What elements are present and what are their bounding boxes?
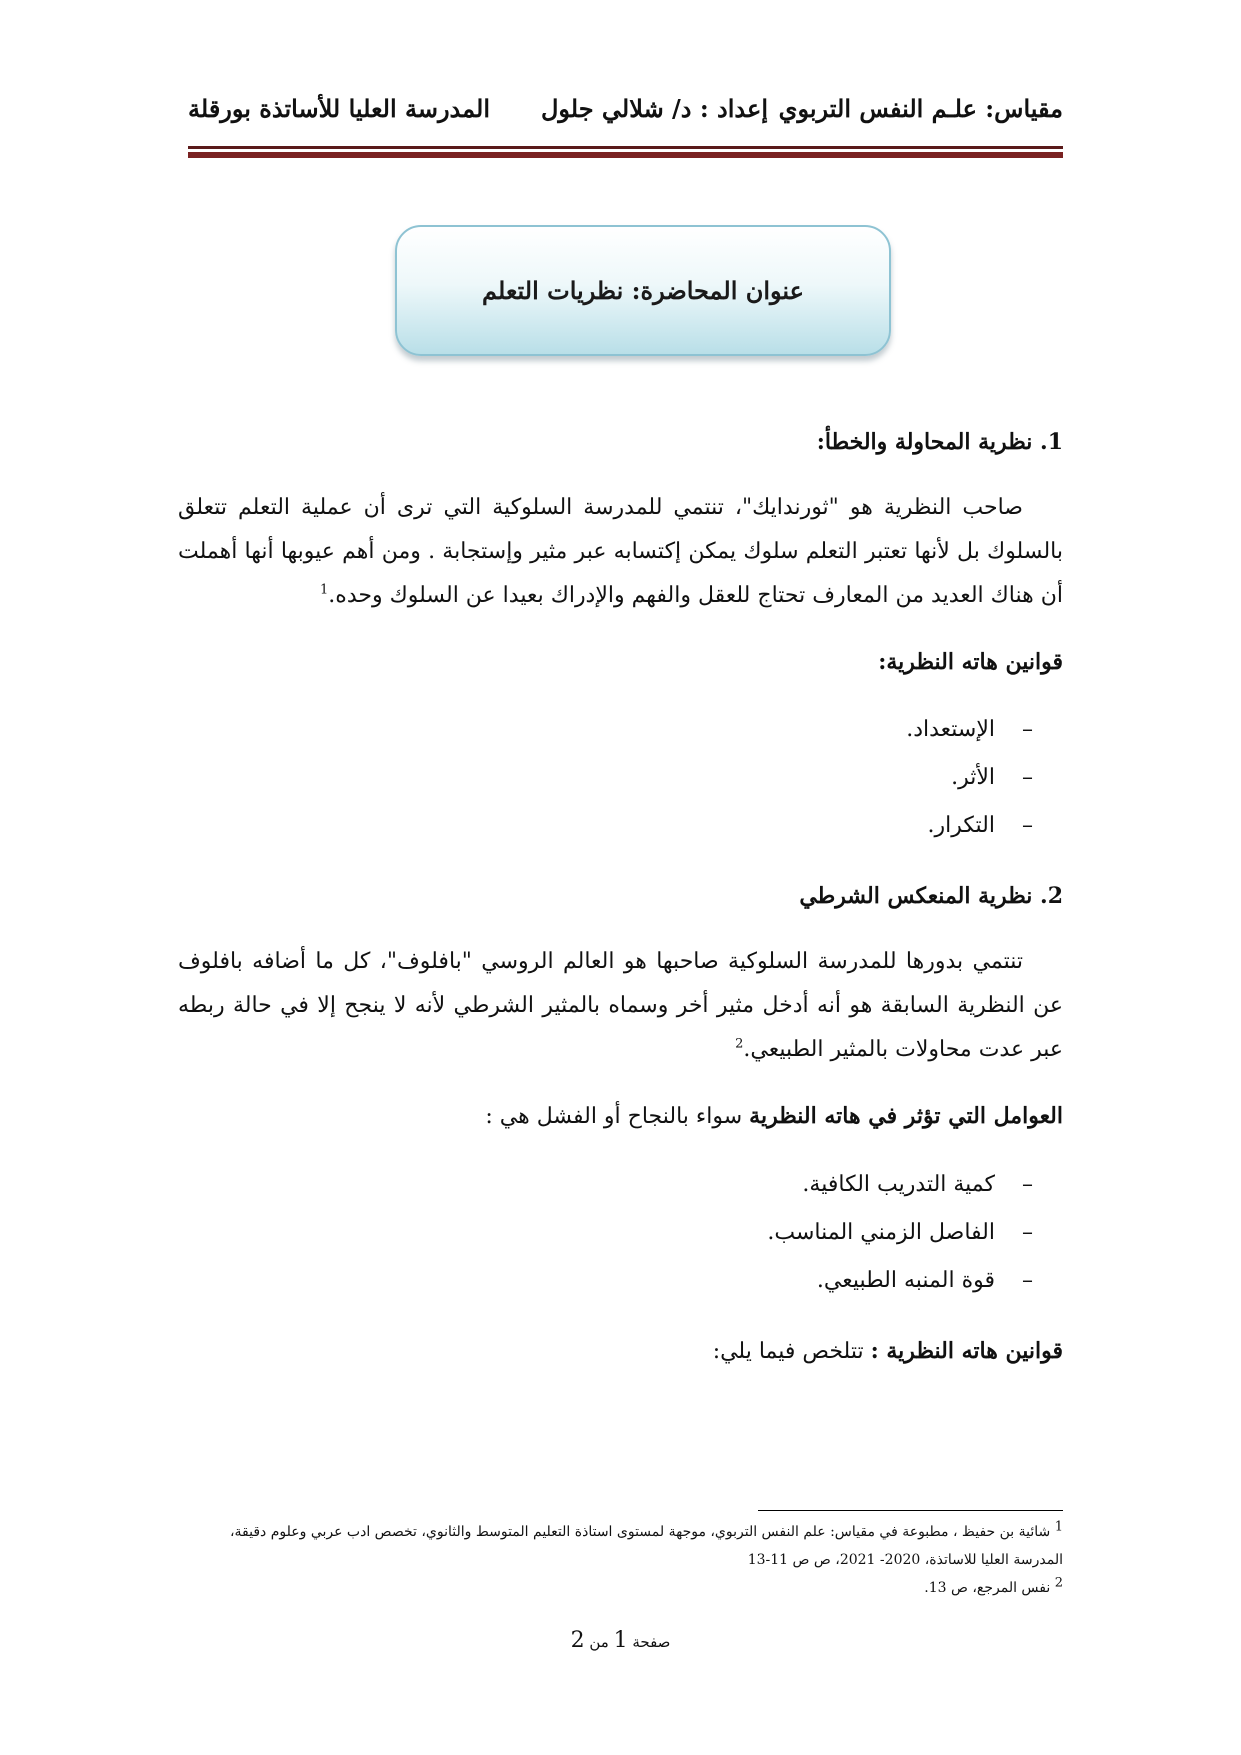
section2-paragraph [178,940,1063,1072]
list-item [178,754,1033,802]
list-item [178,1257,1033,1305]
lecture-title-box [395,225,891,356]
list-item [178,802,1033,850]
list-item [178,1161,1033,1209]
section2-heading: 2. نظرية المنعكس الشرطي [799,883,1063,909]
page-label: صفحة [632,1633,671,1651]
dash-bullet: – [1022,1172,1033,1197]
dash-bullet: – [1022,813,1033,838]
of-label: من [589,1633,609,1651]
dash-bullet: – [1022,717,1033,742]
header-author: إعداد : د/ شلالي جلول [540,94,768,123]
footnote-text: شائية بن حفيظ ، مطبوعة في مقياس: علم النفس التربوي، موجهة لمستوى استاذة التعليم المتوسط والثانوي، تخصص ادب عربي وعلوم دقيقة، المدرسة العليا للاساتذة، 2020- 2021، ص ص 11-13 [230,1524,1063,1568]
footnote-1 [178,1518,1063,1574]
section2-laws-heading [178,1329,1063,1374]
footnote-ref-1[interactable]: 1 [320,582,329,598]
dash-bullet: – [1022,765,1033,790]
list-item-text: الفاصل الزمني المناسب. [767,1220,995,1245]
factors-heading-rest: سواء بالنجاح أو الفشل هي : [485,1104,750,1129]
dash-bullet: – [1022,1220,1033,1245]
total-pages: 2 [570,1628,585,1653]
page-header [188,80,1063,140]
laws-heading-rest: تتلخص فيما يلي: [712,1339,871,1364]
main-content [178,420,1063,1396]
header-subject: مقياس: علـم النفس التربوي [778,94,1063,123]
factors-heading-bold: العوامل التي تؤثر في هاته النظرية [749,1103,1063,1129]
page-footer [0,1628,1241,1653]
list-item [178,1209,1033,1257]
header-rule-thick [188,152,1063,158]
section1-paragraph-text: صاحب النظرية هو "ثورندايك"، تنتمي للمدرسة السلوكية التي ترى أن عملية التعلم تتعلق بالسلوك بل لأنها تعتبر التعلم سلوك يمكن إكتسابه عبر مثير وإستجابة . ومن أهم عيوبها أنها أهملت أن هناك العديد من المعارف تحتاج للعقل والفهم والإدراك بعيدا عن السلوك وحده. [178,495,1063,608]
lecture-title: عنوان المحاضرة: نظريات التعلم [482,276,804,305]
list-item [178,706,1033,754]
footnote-separator [758,1510,1063,1511]
section1-laws-heading: قوانين هاته النظرية: [878,649,1063,675]
section1-heading: 1. نظرية المحاولة والخطأ: [816,429,1063,455]
section2-factors-list [178,1161,1063,1305]
header-rule-thin [188,146,1063,149]
section1-paragraph [178,486,1063,618]
list-item-text: الأثر. [951,765,995,790]
list-item-text: التكرار. [927,813,995,838]
laws-heading-bold: قوانين هاته النظرية : [870,1338,1063,1364]
footnote-number: 2 [1054,1575,1063,1591]
section2-factors-heading [178,1094,1063,1139]
section1-laws-list [178,706,1063,850]
dash-bullet: – [1022,1268,1033,1293]
header-school: المدرسة العليا للأساتذة بورقلة [188,94,491,123]
footnote-text: نفس المرجع، ص 13. [924,1580,1051,1596]
footnote-number: 1 [1054,1519,1063,1535]
current-page: 1 [613,1628,628,1653]
list-item-text: كمية التدريب الكافية. [802,1172,995,1197]
list-item-text: قوة المنبه الطبيعي. [816,1268,995,1293]
footnotes [178,1518,1063,1602]
list-item-text: الإستعداد. [906,717,995,742]
footnote-ref-2[interactable]: 2 [735,1036,744,1052]
section2-paragraph-text: تنتمي بدورها للمدرسة السلوكية صاحبها هو العالم الروسي "بافلوف"، كل ما أضافه بافلوف عن النظرية السابقة هو أنه أدخل مثير أخر وسماه بالمثير الشرطي لأنه لا ينجح إلا في حالة ربطه عبر عدت محاولات بالمثير الطبيعي. [178,949,1063,1062]
footnote-2 [178,1574,1063,1602]
